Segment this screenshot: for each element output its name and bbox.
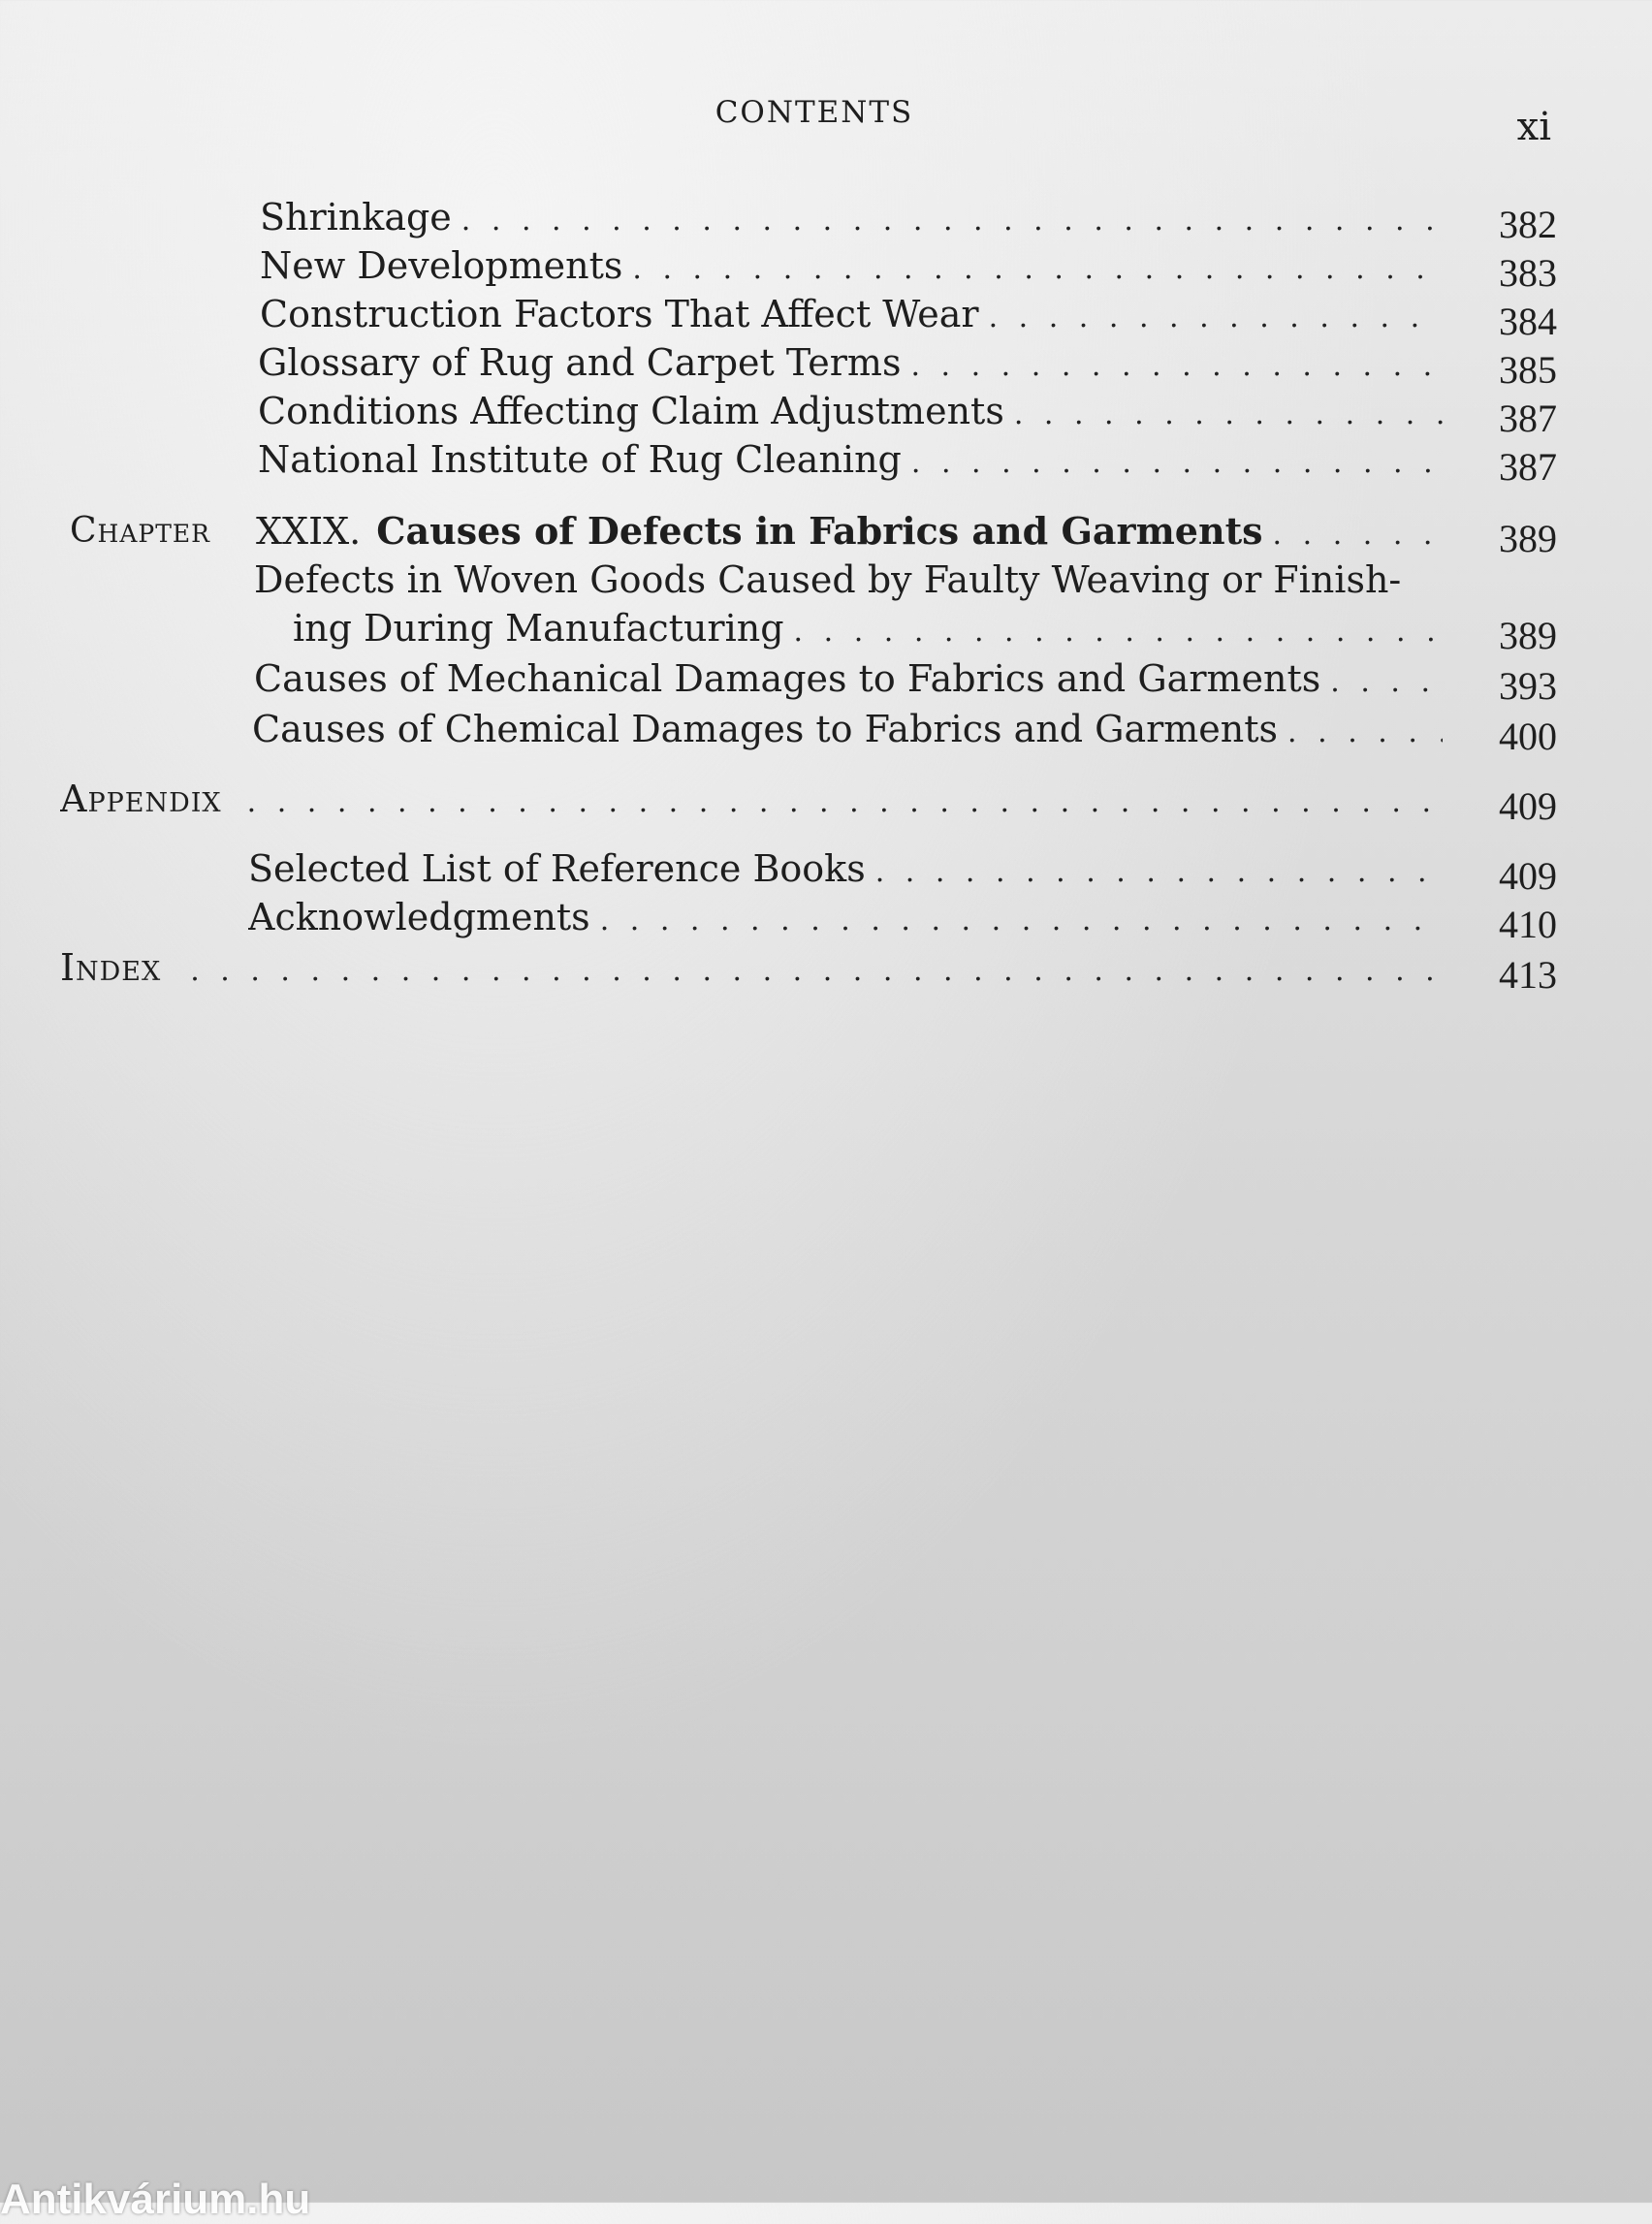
toc-index-entry	[0, 944, 1652, 997]
toc-entry	[0, 706, 1652, 758]
toc-entry	[0, 194, 1652, 246]
entry-page: 409	[1499, 854, 1557, 898]
entry-page: 393	[1499, 664, 1557, 708]
dot-leader	[632, 246, 1443, 293]
entry-page: 409	[1499, 784, 1557, 828]
entry-page: 410	[1499, 903, 1557, 946]
entry-page: 387	[1499, 397, 1557, 440]
toc-entry	[0, 339, 1652, 392]
dot-leader	[1273, 512, 1443, 558]
entry-title: Selected List of Reference Books	[248, 847, 866, 890]
chapter-title: Causes of Defects in Fabrics and Garments	[376, 509, 1263, 553]
entry-title-continued: ing During Manufacturing	[293, 607, 784, 650]
dot-leader	[875, 849, 1443, 896]
index-label: Index	[60, 946, 162, 989]
entry-title: Glossary of Rug and Carpet Terms	[258, 341, 902, 384]
page-number: xi	[1516, 105, 1551, 149]
entry-title: Shrinkage	[260, 196, 452, 238]
dot-leader	[1014, 392, 1443, 438]
dot-leader	[600, 898, 1443, 944]
toc-chapter-entry	[0, 508, 1652, 560]
toc-entry-line2	[0, 605, 1652, 657]
entry-page: 387	[1499, 445, 1557, 489]
entry-title: Defects in Woven Goods Caused by Faulty Weaving or Finish-	[254, 558, 1402, 601]
entry-title: Causes of Chemical Damages to Fabrics and Garments	[252, 708, 1279, 750]
toc-entry	[0, 655, 1652, 708]
entry-page: 385	[1499, 348, 1557, 392]
running-head: CONTENTS	[715, 95, 914, 130]
entry-title: New Developments	[260, 244, 623, 287]
dot-leader	[989, 295, 1443, 341]
entry-title: National Institute of Rug Cleaning	[258, 438, 902, 481]
toc-entry	[0, 242, 1652, 295]
entry-title: Construction Factors That Affect Wear	[260, 293, 979, 335]
entry-page: 400	[1499, 715, 1557, 758]
dot-leader	[911, 440, 1443, 487]
chapter-number: XXIX.	[256, 510, 362, 553]
entry-title: Acknowledgments	[248, 896, 590, 938]
entry-page: 383	[1499, 251, 1557, 295]
toc-entry	[0, 894, 1652, 946]
entry-page: 389	[1499, 517, 1557, 560]
chapter-label: Chapter	[70, 511, 210, 551]
appendix-label: Appendix	[60, 778, 222, 820]
toc-entry	[0, 388, 1652, 440]
entry-title: Conditions Affecting Claim Adjustments	[258, 390, 1004, 432]
entry-title: Causes of Mechanical Damages to Fabrics and Garments	[254, 657, 1321, 700]
entry-page: 382	[1499, 203, 1557, 246]
toc-entry-line1	[0, 556, 1652, 603]
toc-entry	[0, 436, 1652, 489]
dot-leader	[461, 198, 1443, 244]
entry-page: 413	[1499, 953, 1557, 997]
dot-leader	[794, 609, 1443, 655]
dot-leader	[1330, 659, 1443, 706]
dot-leader	[910, 343, 1443, 390]
entry-page: 384	[1499, 300, 1557, 343]
watermark-text: Antikvárium.hu	[0, 2176, 311, 2223]
toc-appendix-entry	[0, 776, 1652, 828]
toc-entry	[0, 845, 1652, 898]
dot-leader	[247, 779, 1443, 826]
toc-entry	[0, 291, 1652, 343]
dot-leader	[190, 948, 1443, 995]
dot-leader	[1287, 710, 1443, 756]
entry-page: 389	[1499, 614, 1557, 657]
